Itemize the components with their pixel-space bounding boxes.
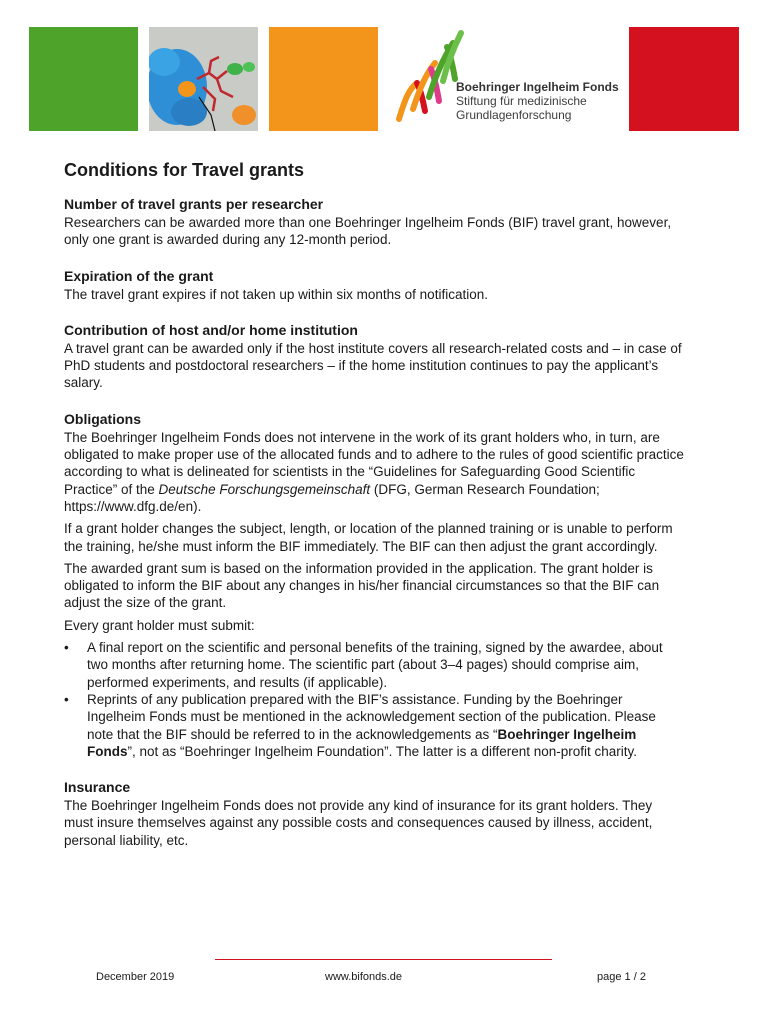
list-item-text: A final report on the scientific and personal benefits of the training, signed by the awardee, about two months after returning home. The scientific part (about 3–4 pages) should comprise aim, performed experiments, and results (if applicable). <box>87 640 663 690</box>
document-body <box>64 158 684 867</box>
dna-helix-logo-icon <box>395 27 465 127</box>
section-insurance <box>64 778 684 849</box>
list-item-text: ”, not as “Boehringer Ingelheim Foundation”. The latter is a different non-profit charity. <box>127 743 638 759</box>
section-paragraph <box>64 429 684 515</box>
section-heading: Expiration of the grant <box>64 267 214 284</box>
logo-subtitle-line2: Grundlagenforschung <box>456 108 572 122</box>
footer-page-number: page 1 / 2 <box>597 971 646 983</box>
paragraph-text: (DFG, German Research Foundation; https://www.dfg.de/en). <box>64 481 600 514</box>
section-paragraph: The travel grant expires if not taken up within six months of notification. <box>64 286 488 302</box>
section-number-of-grants <box>64 195 684 249</box>
italic-org-name: Deutsche Forschungsgemeinschaft <box>158 481 371 497</box>
section-expiration <box>64 267 684 303</box>
section-heading: Number of travel grants per researcher <box>64 196 324 212</box>
bullet-icon: • <box>64 691 69 707</box>
section-heading: Obligations <box>64 410 141 427</box>
paragraph-text: The Boehringer Ingelheim Fonds does not intervene in the work of its grant holders who, in turn, are obligated to make proper use of the allocated funds and to adhere to the rules of good scientific practice according to what is delineated for scientists in the “Guidelines for Safeguarding Good Scientific Practice” of the <box>64 429 684 497</box>
list-item-text: Reprints of any publication prepared with the BIF’s assistance. Funding by the Boehringer Ingelheim Fonds must be mentioned in the acknowledgement section of the publication. Please note that the BIF should be referred to in the acknowledgements as “ <box>87 691 656 742</box>
section-heading: Insurance <box>64 779 131 796</box>
red-color-block <box>629 27 739 131</box>
footer-url: www.bifonds.de <box>325 971 403 983</box>
section-obligations <box>64 410 684 760</box>
section-contribution <box>64 321 684 392</box>
submission-list <box>64 639 684 760</box>
section-paragraph: If a grant holder changes the subject, length, or location of the planned training or is unable to perform the training, he/she must inform the BIF immediately. The BIF can then adjust the grant accordingly. <box>64 521 673 554</box>
section-paragraph: The awarded grant sum is based on the information provided in the application. The grant holder is obligated to inform the BIF about any changes in his/her financial circumstances so that the BIF can adjust the size of the grant. <box>64 560 660 611</box>
orange-color-block <box>269 27 378 131</box>
footer-divider <box>215 959 552 960</box>
list-item <box>64 691 684 760</box>
logo-text <box>456 80 619 122</box>
section-heading: Contribution of host and/or home institution <box>64 321 358 338</box>
logo-name: Boehringer Ingelheim Fonds <box>456 80 619 94</box>
footer-date: December 2019 <box>96 971 175 983</box>
logo-subtitle-line1: Stiftung für medizinische <box>456 94 587 108</box>
section-paragraph: The Boehringer Ingelheim Fonds does not provide any kind of insurance for its grant holders. They must insure themselves against any possible costs and consequences caused by illness, accident, personal liability, etc. <box>64 798 653 848</box>
list-item <box>64 639 684 691</box>
bif-logo <box>395 27 625 131</box>
section-paragraph: Researchers can be awarded more than one Boehringer Ingelheim Fonds (BIF) travel grant, however, only one grant is awarded during any 12-month period. <box>64 215 672 248</box>
section-paragraph: Every grant holder must submit: <box>64 617 255 633</box>
section-paragraph: A travel grant can be awarded only if the host institute covers all research-related costs and – in case of PhD students and postdoctoral researchers – if the home institution continues to pay the applicant’s salary. <box>64 340 682 391</box>
molecule-structure-image <box>149 27 258 131</box>
bullet-icon: • <box>64 640 69 656</box>
green-color-block <box>29 27 138 131</box>
bold-org-name: Boehringer Ingelheim Fonds <box>87 726 637 759</box>
page-header <box>0 0 768 140</box>
page-title: Conditions for Travel grants <box>64 160 305 180</box>
